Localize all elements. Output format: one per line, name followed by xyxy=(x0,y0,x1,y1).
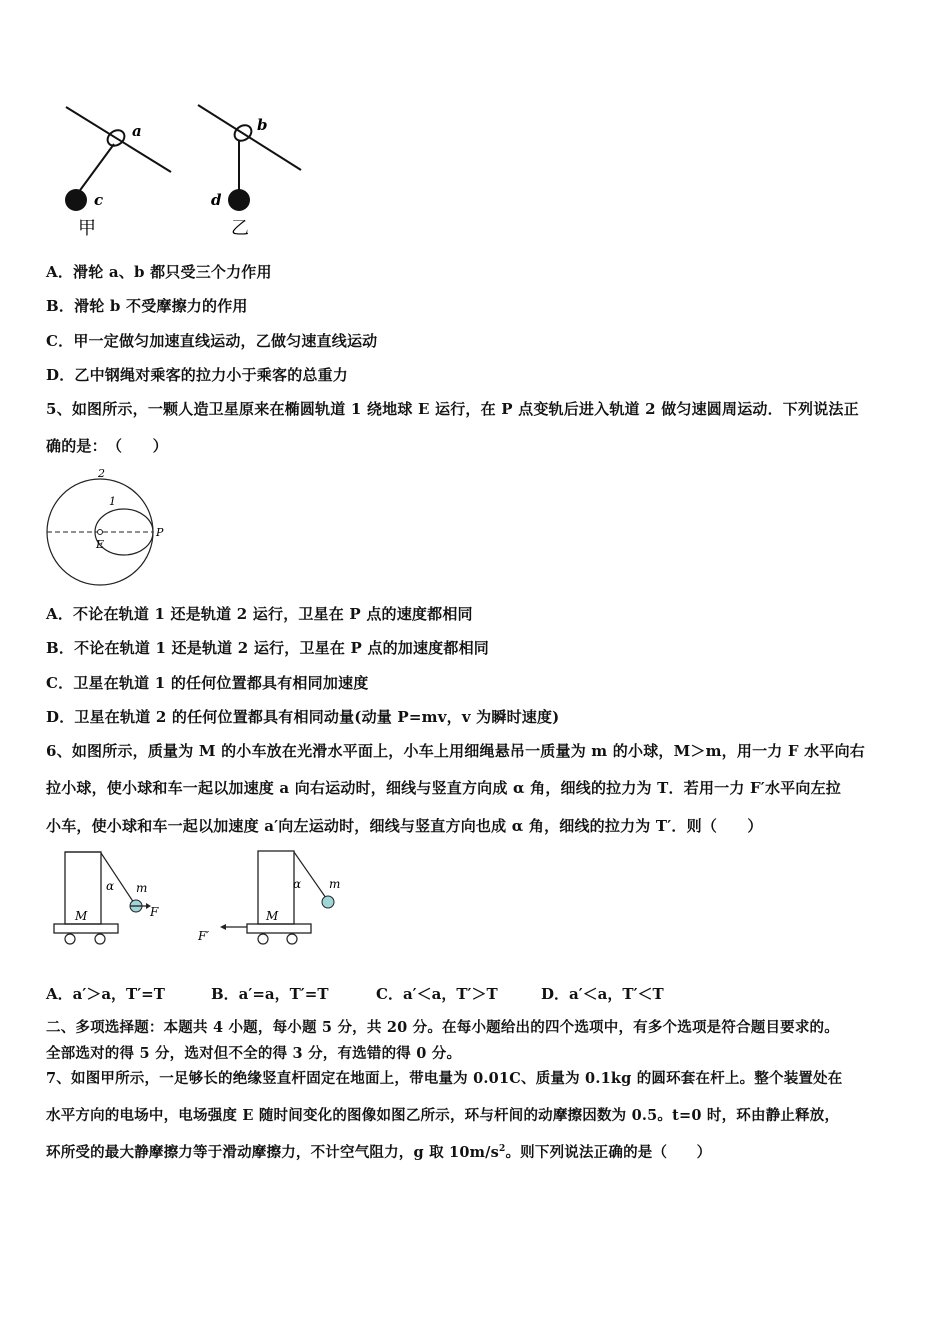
q5-option-c: C．卫星在轨道 1 的任何位置都具有相同加速度 xyxy=(46,674,369,692)
q7-stem-line3 xyxy=(46,1141,711,1162)
cart-figure xyxy=(48,848,358,950)
q6-option-c: C．a′＜a，T′＞T xyxy=(376,985,498,1003)
label-earth-e: E xyxy=(96,538,105,551)
q5-option-b: B．不论在轨道 1 还是轨道 2 运行，卫星在 P 点的加速度都相同 xyxy=(46,639,489,657)
label-M-right: M xyxy=(266,909,279,923)
q7-superscript: 2 xyxy=(499,1144,506,1155)
label-orbit-2: 2 xyxy=(98,467,105,480)
earth-e-dot xyxy=(98,530,103,535)
pulley-figure xyxy=(56,100,316,245)
q4-option-c: C．甲一定做匀加速直线运动，乙做匀速直线运动 xyxy=(46,332,378,350)
q6-option-b: B．a′=a，T′=T xyxy=(211,985,329,1003)
label-d: d xyxy=(211,191,222,209)
caption-jia: 甲 xyxy=(78,218,96,239)
q4-option-a: A．滑轮 a、b 都只受三个力作用 xyxy=(46,263,272,281)
section2-heading-line2: 全部选对的得 5 分，选对但不全的得 3 分，有选错的得 0 分。 xyxy=(46,1045,462,1062)
q6-stem-line1: 6、如图所示，质量为 M 的小车放在光滑水平面上，小车上用细绳悬吊一质量为 m 的小球，M＞m，用一力 F 水平向右 xyxy=(46,742,865,760)
q6-option-d: D．a′＜a，T′＜T xyxy=(541,985,664,1003)
label-alpha-left: α xyxy=(106,879,115,893)
q6-stem-line2: 拉小球，使小球和车一起以加速度 a 向右运动时，细线与竖直方向成 α 角，细线的拉力为 T．若用一力 F′水平向左拉 xyxy=(46,779,841,797)
label-F: F xyxy=(150,905,159,919)
label-m-left: m xyxy=(136,881,148,895)
q5-stem-line2: 确的是： （ ） xyxy=(46,437,168,455)
ball-right-m xyxy=(322,896,334,908)
q6-option-a: A．a′＞a，T′=T xyxy=(46,985,165,1003)
q7-stem-line3-tail: 。则下列说法正确的是（ ） xyxy=(505,1144,712,1161)
label-b: b xyxy=(257,116,268,134)
q6-stem-line3: 小车，使小球和车一起以加速度 a′向左运动时，细线与竖直方向也成 α 角，细线的拉力为 T′．则（ ） xyxy=(46,817,763,835)
cable-left xyxy=(66,107,171,172)
section2-heading-line1: 二、多项选择题：本题共 4 小题，每小题 5 分，共 20 分。在每小题给出的四个选项中，有多个选项是符合题目要求的。 xyxy=(46,1019,839,1036)
cart-left-body xyxy=(54,924,118,933)
label-orbit-1: 1 xyxy=(109,495,116,508)
label-M-left: M xyxy=(75,909,88,923)
label-F-prime: F′ xyxy=(198,929,210,943)
passenger-c xyxy=(65,189,87,211)
caption-yi: 乙 xyxy=(231,218,249,239)
rope-left xyxy=(78,144,114,193)
cart-left-wheel-2 xyxy=(95,934,105,944)
cart-left-string xyxy=(101,853,134,903)
label-alpha-right: α xyxy=(293,877,302,891)
label-m-right: m xyxy=(329,877,341,891)
cart-right-wheel-2 xyxy=(287,934,297,944)
label-point-p: P xyxy=(156,526,164,539)
cart-right-body xyxy=(247,924,311,933)
q7-stem-line3-main: 环所受的最大静摩擦力等于滑动摩擦力，不计空气阻力，g 取 10m/s xyxy=(46,1144,500,1161)
q5-option-d: D．卫星在轨道 2 的任何位置都具有相同动量(动量 P=mv，v 为瞬时速度) xyxy=(46,708,560,726)
orbit-figure xyxy=(45,466,175,588)
cart-right-wheel-1 xyxy=(258,934,268,944)
q5-option-a: A．不论在轨道 1 还是轨道 2 运行，卫星在 P 点的速度都相同 xyxy=(46,605,473,623)
q4-option-d: D．乙中钢绳对乘客的拉力小于乘客的总重力 xyxy=(46,366,349,384)
label-a: a xyxy=(132,122,142,140)
passenger-d xyxy=(228,189,250,211)
q7-stem-line2: 水平方向的电场中，电场强度 E 随时间变化的图像如图乙所示，环与杆间的动摩擦因数为 0.5。t=0 时，环由静止释放， xyxy=(46,1107,840,1124)
label-c: c xyxy=(94,191,104,209)
force-f-prime-arrowhead xyxy=(220,924,226,930)
q5-stem-line1: 5、如图所示，一颗人造卫星原来在椭圆轨道 1 绕地球 E 运行，在 P 点变轨后进入轨道 2 做匀速圆周运动．下列说法正 xyxy=(46,400,859,418)
q4-option-b: B．滑轮 b 不受摩擦力的作用 xyxy=(46,297,248,315)
cart-left-wheel-1 xyxy=(65,934,75,944)
cart-right-string xyxy=(294,852,326,898)
q7-stem-line1: 7、如图甲所示，一足够长的绝缘竖直杆固定在地面上，带电量为 0.01C、质量为 0.1kg 的圆环套在杆上。整个装置处在 xyxy=(46,1070,843,1087)
